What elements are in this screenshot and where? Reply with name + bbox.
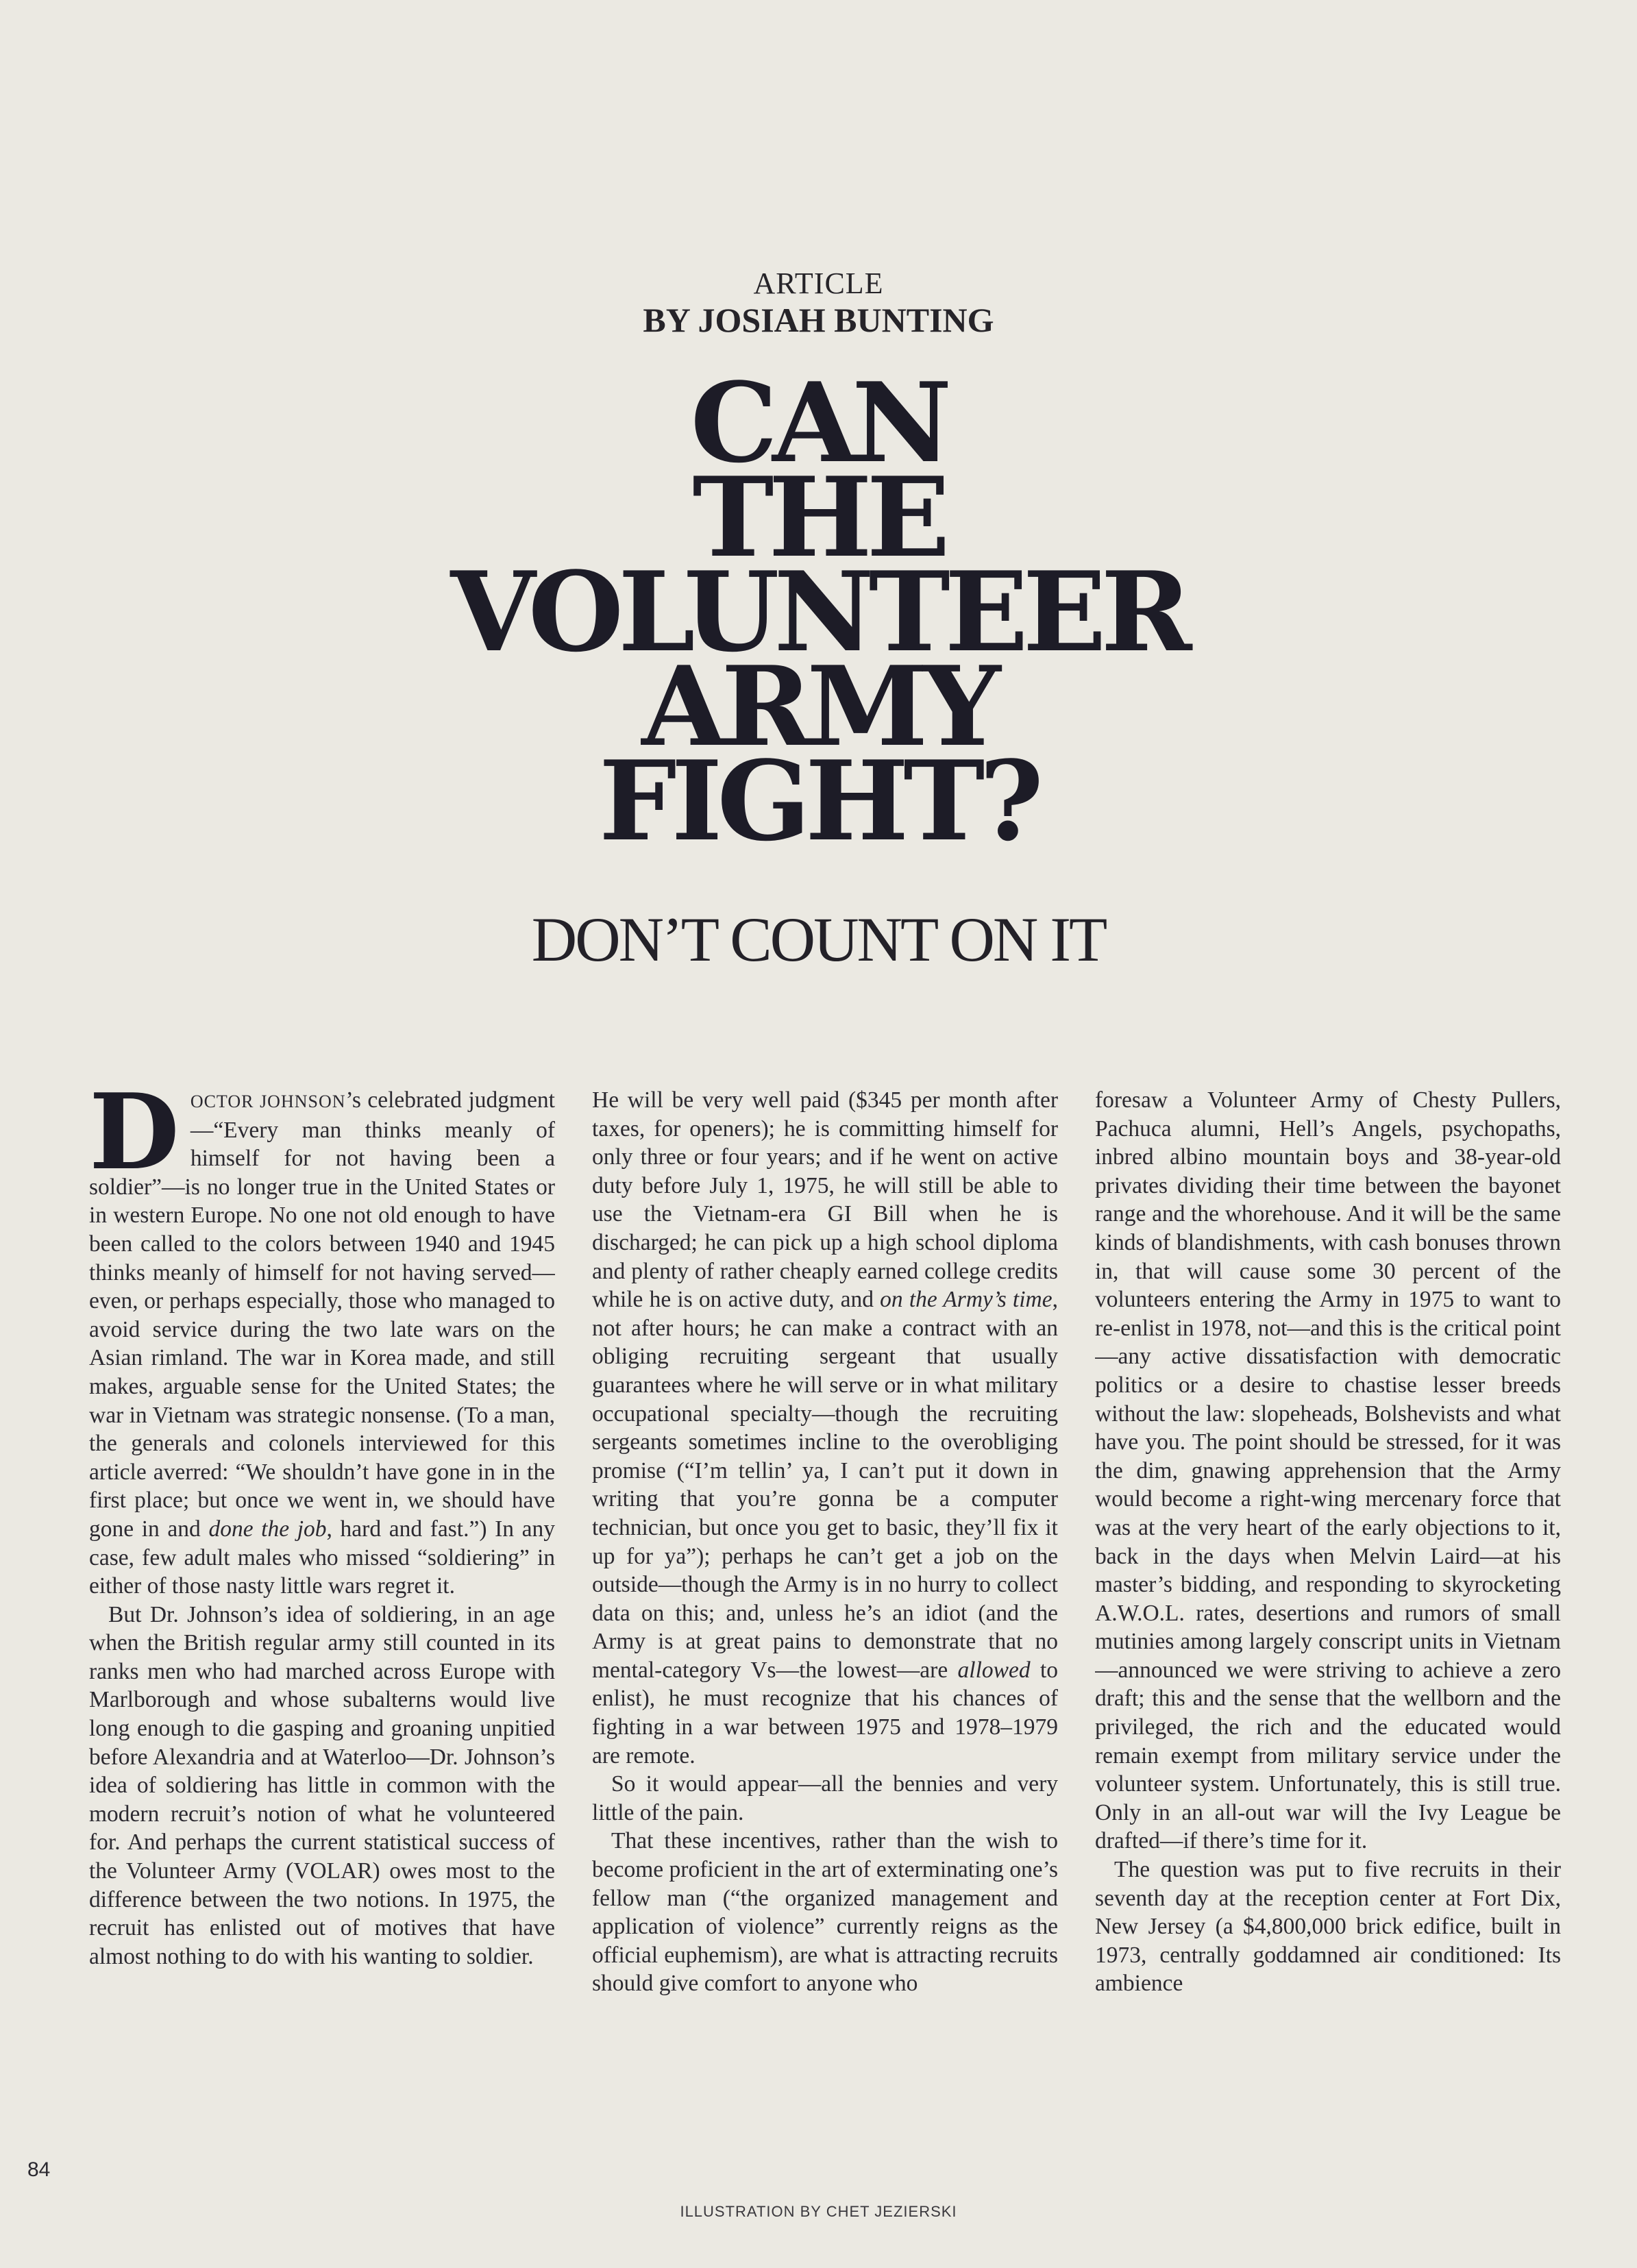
- author-byline: BY JOSIAH BUNTING: [643, 301, 994, 339]
- text-column-3: [1095, 1086, 1561, 2189]
- headline-line: CAN: [690, 358, 947, 487]
- headline-line: ARMY: [641, 642, 996, 771]
- paragraph: foresaw a Volunteer Army of Chesty Pullers, Pachuca alumni, Hell’s Angels, psychopaths, inbred albino mountain boys and 38-year-old privates dividing their time between the bayonet range and the whorehouse. And it will be the same kinds of blandishments, with cash bonuses thrown in, that will cause some 30 percent of the volunteers entering the Army in 1975 to want to re-enlist in 1978, not—and this is the critical point—any active dissatisfaction with democratic politics or a desire to chastise lesser breeds without the law: slopeheads, Bolshevists and what have you. The point should be stressed, for it was the dim, gnawing apprehension that the Army would become a right-wing mercenary force that was at the very heart of the early objections to it, back in the days when Melvin Laird—at his master’s bidding, and responding to skyrocketing A.W.O.L. rates, desertions and rumors of small mutinies among largely conscript units in Vietnam—announced we were striving to achieve a zero draft; this and the sense that the wellborn and the privileged, the rich and the educated would remain exempt from military service under the volunteer system. Unfortunately, this is still true. Only in an all-out war will the Ivy League be drafted—if there’s time for it.: [1095, 1087, 1561, 1854]
- paragraph-text: ’s celebrated judgment—“Every man thinks meanly of himself for not having been a soldier”—is no longer true in the United States or in western Europe. No one not old enough to have been called to the colors between 1940 and 1945 thinks meanly of himself for not having served—even, or perhaps especially, those who managed to avoid service during the two late wars on the Asian rimland. The war in Korea made, and still makes, arguable sense for the United States; the war in Vietnam was strategic nonsense. (To a man, the generals and colonels interviewed for this article averred: “We shouldn’t have gone in in the first place; but once we went in, we should have gone in and: [89, 1087, 555, 1542]
- paragraph: The question was put to five recruits in their seventh day at the reception center at Fort Dix, New Jersey (a $4,800,000 brick edifice, built in 1973, centrally goddamned air conditioned: Its ambience: [1095, 1857, 1561, 1997]
- page-number: 84: [27, 2158, 51, 2181]
- paragraph-text: to enlist), he must recognize that his chances of fighting in a war between 1975 and 1978–1979 are remote.: [592, 1657, 1058, 1768]
- paragraph-text: He will be very well paid ($345 per month after taxes, for openers); he is committing himself for only three or four years; and if he went on active duty before July 1, 1975, he will still be able to use the Vietnam-era GI Bill when he is discharged; he can pick up a high school diploma and plenty of rather cheaply earned college credits while he is on active duty, and: [592, 1087, 1058, 1313]
- paragraph: That these incentives, rather than the wish to become proficient in the art of exterminating one’s fellow man (“the organized management and application of violence” currently reigns as the official euphemism), are what is attracting recruits should give comfort to anyone who: [592, 1828, 1058, 1997]
- article-dek: DON’T COUNT ON IT: [531, 904, 1106, 974]
- paragraph-text: , not after hours; he can make a contract with an obliging recruiting sergeant that usually guarantees where he will serve or in what military occupational specialty—though the recruiting sergeants sometimes incline to the overobliging promise (“I’m tellin’ ya, I can’t put it down in writing that you’re gonna be a computer technician, but once you get to basic, they’ll fix it up for ya”); perhaps he can’t get a job on the outside—though the Army is in no hurry to collect data on this; and, unless he’s an idiot (and the Army is at great pains to demonstrate that no mental-category Vs—the lowest—are: [592, 1287, 1058, 1683]
- headline-line: FIGHT?: [598, 737, 1039, 865]
- paragraph: So it would appear—all the bennies and very little of the pain.: [592, 1771, 1058, 1825]
- italic-text: done the job: [208, 1516, 327, 1542]
- paragraph-text: , hard and fast.”) In any case, few adult males who missed “soldiering” in either of those nasty little wars regret it.: [89, 1516, 555, 1599]
- italic-text: on the Army’s time: [880, 1287, 1053, 1313]
- text-column-1: [89, 1086, 555, 2189]
- headline-line: THE: [692, 453, 945, 582]
- paragraph: [89, 1086, 555, 1601]
- text-column-2: [592, 1086, 1058, 2189]
- section-kicker: ARTICLE: [753, 267, 884, 300]
- illustration-credit: ILLUSTRATION BY CHET JEZIERSKI: [680, 2203, 957, 2220]
- paragraph: [592, 1086, 1058, 1770]
- article-headline: [0, 358, 1637, 865]
- paragraph: But Dr. Johnson’s idea of soldiering, in an age when the British regular army still counted in its ranks men who had marched across Europe with Marlborough and whose subalterns would live long enough to die gasping and groaning unpitied before Alexandria and at Waterloo—Dr. Johnson’s idea of soldiering has little in common with the modern recruit’s notion of what he volunteered for. And perhaps the current statistical success of the Volunteer Army (VOLAR) owes most to the difference between the two notions. In 1975, the recruit has enlisted out of motives that have almost nothing to do with his wanting to soldier.: [89, 1601, 555, 1969]
- small-caps-lead: OCTOR JOHNSON: [190, 1092, 346, 1111]
- headline-line: VOLUNTEER: [450, 547, 1187, 676]
- drop-cap: D: [89, 1086, 180, 1193]
- italic-text: allowed: [957, 1657, 1031, 1683]
